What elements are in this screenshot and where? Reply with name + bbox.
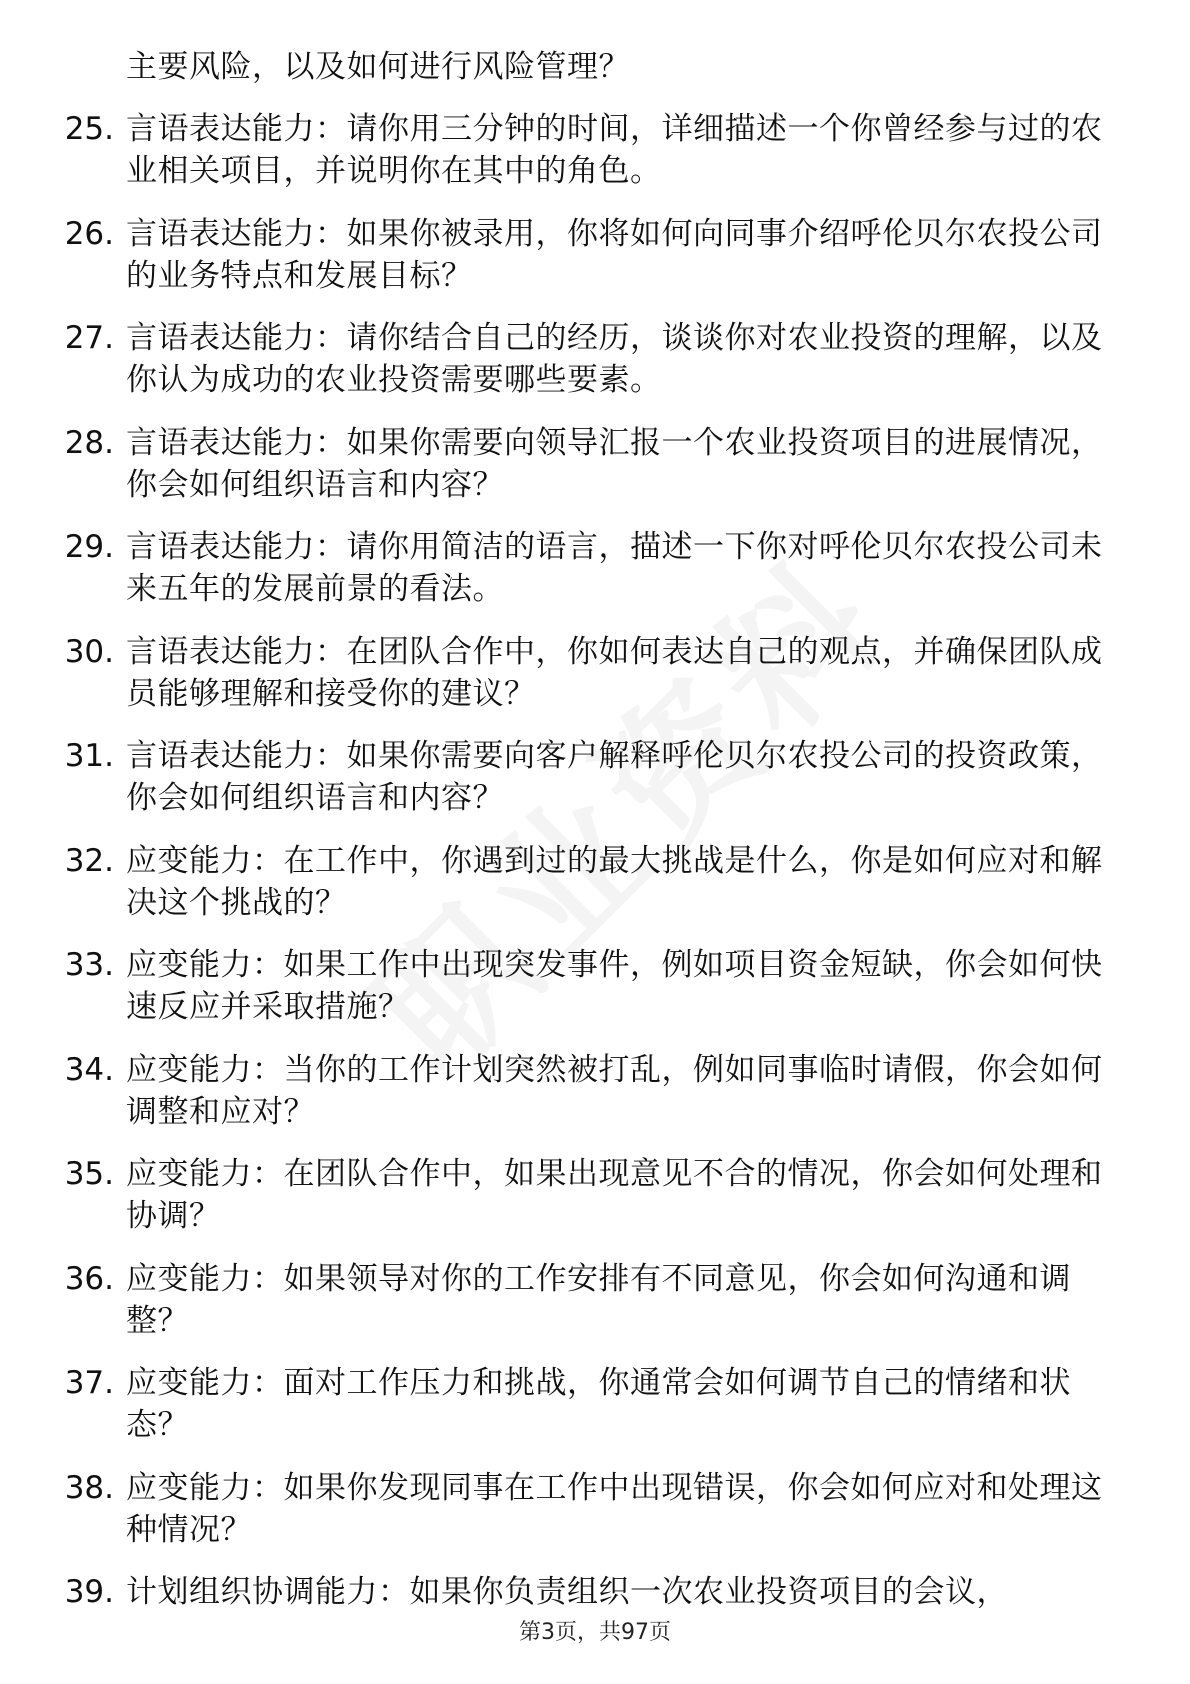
item-number: 31. bbox=[64, 738, 114, 774]
item-text: 应变能力：在团队合作中，如果出现意见不合的情况，你会如何处理和协调？ bbox=[126, 1156, 1103, 1234]
page-footer: 第3页，共97页 bbox=[519, 1620, 671, 1645]
item-number: 28. bbox=[64, 424, 114, 461]
item-text: 言语表达能力：请你用三分钟的时间，详细描述一个你曾经参与过的农业相关项目，并说明你在其中的角色。 bbox=[126, 111, 1103, 189]
list-item bbox=[0, 944, 1190, 1049]
item-text: 应变能力：当你的工作计划突然被打乱，例如同事临时请假，你会如何调整和应对？ bbox=[126, 1051, 1103, 1130]
item-text: 应变能力：在工作中，你遇到过的最大挑战是什么，你是如何应对和解决这个挑战的？ bbox=[126, 842, 1103, 921]
item-text: 应变能力：面对工作压力和挑战，你通常会如何调节自己的情绪和状态？ bbox=[126, 1365, 1071, 1443]
list-item bbox=[0, 1153, 1190, 1258]
item-text: 言语表达能力：在团队合作中，你如何表达自己的观点，并确保团队成员能够理解和接受你的建议？ bbox=[126, 633, 1103, 712]
item-text: 应变能力：如果领导对你的工作安排有不同意见，你会如何沟通和调整？ bbox=[126, 1260, 1071, 1339]
item-number: 25. bbox=[64, 111, 114, 147]
item-number: 38. bbox=[64, 1469, 114, 1506]
item-number: 32. bbox=[64, 842, 114, 879]
item-text: 言语表达能力：如果你需要向客户解释呼伦贝尔农投公司的投资政策，你会如何组织语言和内容？ bbox=[126, 738, 1103, 816]
item-number: 33. bbox=[64, 947, 114, 983]
list-item bbox=[0, 1049, 1190, 1154]
list-item bbox=[0, 735, 1190, 840]
item-text: 言语表达能力：请你结合自己的经历，谈谈你对农业投资的理解，以及你认为成功的农业投资需要哪些要素。 bbox=[126, 320, 1103, 398]
item-number: 35. bbox=[64, 1156, 114, 1192]
item-text: 计划组织协调能力：如果你负责组织一次农业投资项目的会议， bbox=[126, 1574, 1008, 1610]
item-number: 30. bbox=[64, 633, 114, 670]
item-number: 34. bbox=[64, 1051, 114, 1088]
list-item bbox=[0, 422, 1190, 527]
question-list bbox=[0, 46, 1190, 1676]
item-text: 言语表达能力：如果你被录用，你将如何向同事介绍呼伦贝尔农投公司的业务特点和发展目标？ bbox=[126, 215, 1103, 294]
item-text: 言语表达能力：请你用简洁的语言，描述一下你对呼伦贝尔农投公司未来五年的发展前景的看法。 bbox=[126, 529, 1103, 607]
list-item bbox=[0, 840, 1190, 945]
item-number: 36. bbox=[64, 1260, 114, 1297]
list-item bbox=[0, 1258, 1190, 1363]
continuation-text: 主要风险，以及如何进行风险管理？ bbox=[126, 49, 630, 85]
item-number: 27. bbox=[64, 320, 114, 356]
list-item bbox=[0, 631, 1190, 736]
list-item bbox=[0, 213, 1190, 318]
item-text: 应变能力：如果你发现同事在工作中出现错误，你会如何应对和处理这种情况？ bbox=[126, 1469, 1103, 1548]
list-item bbox=[0, 108, 1190, 213]
list-item bbox=[0, 1362, 1190, 1467]
item-number: 37. bbox=[64, 1365, 114, 1401]
item-text: 应变能力：如果工作中出现突发事件，例如项目资金短缺，你会如何快速反应并采取措施？ bbox=[126, 947, 1103, 1025]
item-number: 26. bbox=[64, 215, 114, 252]
continuation-line bbox=[0, 46, 1190, 108]
item-number: 29. bbox=[64, 529, 114, 565]
list-item bbox=[0, 317, 1190, 422]
item-text: 言语表达能力：如果你需要向领导汇报一个农业投资项目的进展情况，你会如何组织语言和内容？ bbox=[126, 424, 1103, 503]
item-number: 39. bbox=[64, 1574, 114, 1610]
list-item bbox=[0, 526, 1190, 631]
list-item bbox=[0, 1467, 1190, 1572]
